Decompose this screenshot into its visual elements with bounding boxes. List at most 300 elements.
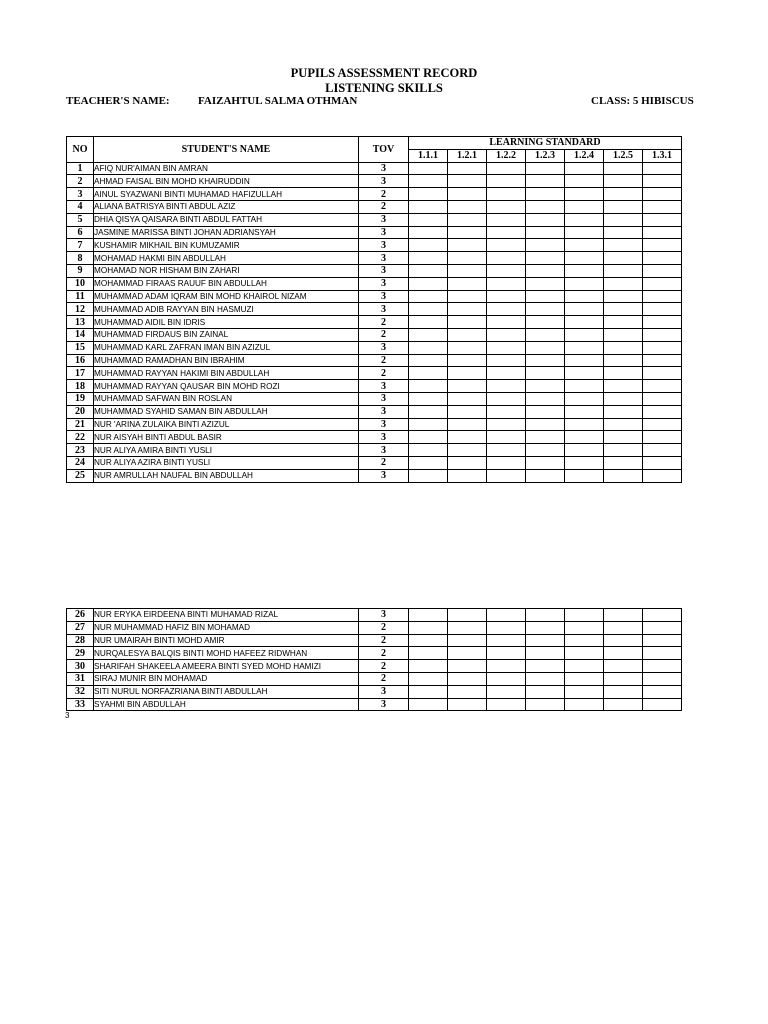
standard-score-cell <box>565 634 604 647</box>
student-name: NUR AMRULLAH NAUFAL BIN ABDULLAH <box>94 469 359 482</box>
student-number: 28 <box>67 634 94 647</box>
standard-score-cell <box>565 456 604 469</box>
student-name: SHARIFAH SHAKEELA AMEERA BINTI SYED MOHD HAMIZI <box>94 660 359 673</box>
standard-score-cell <box>565 328 604 341</box>
standard-score-cell <box>604 672 643 685</box>
student-number: 24 <box>67 456 94 469</box>
standard-score-cell <box>526 239 565 252</box>
standard-score-cell <box>643 660 682 673</box>
standard-score-cell <box>487 341 526 354</box>
student-number: 16 <box>67 354 94 367</box>
standard-score-cell <box>448 647 487 660</box>
student-number: 33 <box>67 698 94 711</box>
standard-score-cell <box>409 277 448 290</box>
standard-score-cell <box>604 316 643 329</box>
standard-score-cell <box>565 277 604 290</box>
student-number: 19 <box>67 392 94 405</box>
student-tov: 3 <box>359 418 409 431</box>
table-row <box>67 621 682 634</box>
standard-score-cell <box>448 392 487 405</box>
student-number: 21 <box>67 418 94 431</box>
student-name: MUHAMMAD SYAHID SAMAN BIN ABDULLAH <box>94 405 359 418</box>
standard-score-cell <box>565 213 604 226</box>
student-tov: 3 <box>359 698 409 711</box>
standard-score-cell <box>643 316 682 329</box>
student-name: MUHAMMAD FIRDAUS BIN ZAINAL <box>94 328 359 341</box>
standard-code: 1.2.3 <box>526 149 565 162</box>
standard-score-cell <box>526 431 565 444</box>
standard-score-cell <box>526 647 565 660</box>
student-tov: 2 <box>359 621 409 634</box>
standard-score-cell <box>526 188 565 201</box>
table-row <box>67 672 682 685</box>
standard-score-cell <box>409 431 448 444</box>
standard-score-cell <box>448 277 487 290</box>
standard-score-cell <box>448 634 487 647</box>
student-tov: 3 <box>359 226 409 239</box>
standard-score-cell <box>643 367 682 380</box>
standard-score-cell <box>487 609 526 622</box>
standard-score-cell <box>448 418 487 431</box>
standard-score-cell <box>526 226 565 239</box>
standard-score-cell <box>526 392 565 405</box>
standard-score-cell <box>487 672 526 685</box>
standard-score-cell <box>487 392 526 405</box>
standard-score-cell <box>604 341 643 354</box>
student-tov: 3 <box>359 444 409 457</box>
student-number: 7 <box>67 239 94 252</box>
standard-score-cell <box>643 303 682 316</box>
student-name: KUSHAMIR MIKHAIL BIN KUMUZAMIR <box>94 239 359 252</box>
standard-score-cell <box>448 290 487 303</box>
standard-score-cell <box>604 213 643 226</box>
student-name: MOHAMMAD FIRAAS RAUUF BIN ABDULLAH <box>94 277 359 290</box>
standard-score-cell <box>448 226 487 239</box>
standard-score-cell <box>409 213 448 226</box>
standard-score-cell <box>643 226 682 239</box>
standard-score-cell <box>526 660 565 673</box>
standard-score-cell <box>448 239 487 252</box>
standard-score-cell <box>409 290 448 303</box>
student-name: MUHAMMAD ADIB RAYYAN BIN HASMUZI <box>94 303 359 316</box>
student-name: AFIQ NUR'AIMAN BIN AMRAN <box>94 162 359 175</box>
standard-score-cell <box>409 303 448 316</box>
student-number: 5 <box>67 213 94 226</box>
standard-score-cell <box>565 380 604 393</box>
student-name: NUR ALIYA AMIRA BINTI YUSLI <box>94 444 359 457</box>
standard-score-cell <box>565 316 604 329</box>
table-row <box>67 252 682 265</box>
student-number: 2 <box>67 175 94 188</box>
standard-score-cell <box>409 405 448 418</box>
standard-score-cell <box>448 685 487 698</box>
standard-score-cell <box>604 239 643 252</box>
student-number: 12 <box>67 303 94 316</box>
standard-score-cell <box>643 609 682 622</box>
standard-score-cell <box>643 621 682 634</box>
standard-score-cell <box>604 405 643 418</box>
standard-score-cell <box>643 672 682 685</box>
standard-score-cell <box>643 341 682 354</box>
standard-score-cell <box>409 609 448 622</box>
student-number: 6 <box>67 226 94 239</box>
standard-score-cell <box>643 469 682 482</box>
standard-score-cell <box>448 354 487 367</box>
standard-score-cell <box>604 277 643 290</box>
standard-code: 1.3.1 <box>643 149 682 162</box>
student-tov: 3 <box>359 162 409 175</box>
standard-score-cell <box>643 188 682 201</box>
student-number: 31 <box>67 672 94 685</box>
student-number: 27 <box>67 621 94 634</box>
table-row <box>67 264 682 277</box>
student-tov: 2 <box>359 672 409 685</box>
standard-score-cell <box>643 444 682 457</box>
student-tov: 2 <box>359 188 409 201</box>
column-header-no: NO <box>67 137 94 163</box>
standard-score-cell <box>604 354 643 367</box>
student-name: MUHAMMAD AIDIL BIN IDRIS <box>94 316 359 329</box>
standard-score-cell <box>448 188 487 201</box>
table-row <box>67 660 682 673</box>
standard-score-cell <box>409 469 448 482</box>
student-name: MUHAMMAD ADAM IQRAM BIN MOHD KHAIROL NIZAM <box>94 290 359 303</box>
footnote: 3 <box>65 711 70 720</box>
standard-score-cell <box>409 328 448 341</box>
standard-score-cell <box>526 341 565 354</box>
standard-score-cell <box>643 634 682 647</box>
student-tov: 3 <box>359 341 409 354</box>
standard-score-cell <box>409 392 448 405</box>
standard-score-cell <box>526 456 565 469</box>
standard-score-cell <box>643 354 682 367</box>
student-number: 23 <box>67 444 94 457</box>
standard-score-cell <box>526 672 565 685</box>
standard-score-cell <box>604 303 643 316</box>
standard-score-cell <box>604 469 643 482</box>
standard-score-cell <box>565 660 604 673</box>
standard-score-cell <box>409 175 448 188</box>
standard-score-cell <box>565 226 604 239</box>
student-number: 18 <box>67 380 94 393</box>
standard-score-cell <box>487 328 526 341</box>
standard-score-cell <box>643 200 682 213</box>
standard-score-cell <box>604 431 643 444</box>
standard-score-cell <box>604 328 643 341</box>
student-number: 30 <box>67 660 94 673</box>
standard-score-cell <box>604 609 643 622</box>
standard-score-cell <box>643 405 682 418</box>
student-name: MUHAMMAD RAMADHAN BIN IBRAHIM <box>94 354 359 367</box>
standard-score-cell <box>448 367 487 380</box>
standard-score-cell <box>409 200 448 213</box>
table-row <box>67 277 682 290</box>
student-name: MUHAMMAD KARL ZAFRAN IMAN BIN AZIZUL <box>94 341 359 354</box>
student-name: AINUL SYAZWANI BINTI MUHAMAD HAFIZULLAH <box>94 188 359 201</box>
standard-score-cell <box>487 200 526 213</box>
standard-score-cell <box>643 252 682 265</box>
student-name: AHMAD FAISAL BIN MOHD KHAIRUDDIN <box>94 175 359 188</box>
standard-score-cell <box>448 698 487 711</box>
table-row <box>67 354 682 367</box>
standard-score-cell <box>643 392 682 405</box>
standard-score-cell <box>604 162 643 175</box>
student-name: NUR UMAIRAH BINTI MOHD AMIR <box>94 634 359 647</box>
student-tov: 2 <box>359 660 409 673</box>
student-name: MUHAMMAD RAYYAN HAKIMI BIN ABDULLAH <box>94 367 359 380</box>
student-number: 4 <box>67 200 94 213</box>
student-name: MUHAMMAD RAYYAN QAUSAR BIN MOHD ROZI <box>94 380 359 393</box>
standard-score-cell <box>565 162 604 175</box>
table-row <box>67 175 682 188</box>
standard-score-cell <box>409 264 448 277</box>
standard-score-cell <box>526 213 565 226</box>
student-name: SYAHMI BIN ABDULLAH <box>94 698 359 711</box>
standard-score-cell <box>604 175 643 188</box>
standard-score-cell <box>448 328 487 341</box>
standard-score-cell <box>526 252 565 265</box>
standard-score-cell <box>604 685 643 698</box>
standard-score-cell <box>643 213 682 226</box>
record-title: PUPILS ASSESSMENT RECORD <box>290 66 478 80</box>
standard-score-cell <box>409 226 448 239</box>
student-name: MOHAMAD HAKMI BIN ABDULLAH <box>94 252 359 265</box>
standard-score-cell <box>565 698 604 711</box>
student-name: NUR ERYKA EIRDEENA BINTI MUHAMAD RIZAL <box>94 609 359 622</box>
table-row <box>67 367 682 380</box>
table-row <box>67 226 682 239</box>
student-name: NUR ALIYA AZIRA BINTI YUSLI <box>94 456 359 469</box>
standard-score-cell <box>448 175 487 188</box>
standard-score-cell <box>526 418 565 431</box>
standard-score-cell <box>409 418 448 431</box>
standard-score-cell <box>526 444 565 457</box>
standard-score-cell <box>643 431 682 444</box>
standard-score-cell <box>565 444 604 457</box>
standard-score-cell <box>448 672 487 685</box>
standard-score-cell <box>604 380 643 393</box>
column-header-student-name: STUDENT'S NAME <box>94 137 359 163</box>
standard-score-cell <box>487 660 526 673</box>
record-subtitle: LISTENING SKILLS <box>325 81 443 95</box>
student-tov: 2 <box>359 456 409 469</box>
standard-score-cell <box>487 469 526 482</box>
table-row <box>67 239 682 252</box>
standard-score-cell <box>448 162 487 175</box>
standard-code: 1.2.5 <box>604 149 643 162</box>
standard-score-cell <box>565 431 604 444</box>
student-tov: 3 <box>359 264 409 277</box>
standard-score-cell <box>526 698 565 711</box>
student-tov: 3 <box>359 380 409 393</box>
table-row <box>67 405 682 418</box>
standard-score-cell <box>448 444 487 457</box>
standard-score-cell <box>487 405 526 418</box>
standard-score-cell <box>526 264 565 277</box>
standard-score-cell <box>448 431 487 444</box>
standard-score-cell <box>526 354 565 367</box>
standard-score-cell <box>643 698 682 711</box>
standard-score-cell <box>643 647 682 660</box>
standard-score-cell <box>409 444 448 457</box>
student-name: SITI NURUL NORFAZRIANA BINTI ABDULLAH <box>94 685 359 698</box>
standard-score-cell <box>604 392 643 405</box>
standard-score-cell <box>643 328 682 341</box>
student-number: 17 <box>67 367 94 380</box>
student-name: MOHAMAD NOR HISHAM BIN ZAHARI <box>94 264 359 277</box>
table-row <box>67 392 682 405</box>
student-name: SIRAJ MUNIR BIN MOHAMAD <box>94 672 359 685</box>
standard-score-cell <box>604 660 643 673</box>
standard-score-cell <box>487 418 526 431</box>
student-number: 32 <box>67 685 94 698</box>
standard-score-cell <box>565 341 604 354</box>
standard-score-cell <box>565 469 604 482</box>
student-name: NUR 'ARINA ZULAIKA BINTI AZIZUL <box>94 418 359 431</box>
table-row <box>67 647 682 660</box>
standard-score-cell <box>604 252 643 265</box>
standard-score-cell <box>409 239 448 252</box>
table-row <box>67 328 682 341</box>
standard-score-cell <box>409 698 448 711</box>
table-row <box>67 213 682 226</box>
student-name: MUHAMMAD SAFWAN BIN ROSLAN <box>94 392 359 405</box>
table-body <box>67 609 682 711</box>
table-row <box>67 200 682 213</box>
standard-score-cell <box>487 647 526 660</box>
table-row <box>67 685 682 698</box>
student-number: 13 <box>67 316 94 329</box>
column-header-learning-standard: LEARNING STANDARD <box>409 137 682 150</box>
table-row <box>67 469 682 482</box>
standard-score-cell <box>487 367 526 380</box>
table-row <box>67 456 682 469</box>
standard-score-cell <box>604 698 643 711</box>
standard-score-cell <box>643 685 682 698</box>
standard-score-cell <box>409 685 448 698</box>
student-number: 9 <box>67 264 94 277</box>
table-row <box>67 162 682 175</box>
student-tov: 2 <box>359 354 409 367</box>
standard-score-cell <box>565 367 604 380</box>
standard-score-cell <box>487 239 526 252</box>
standard-score-cell <box>487 213 526 226</box>
student-tov: 3 <box>359 252 409 265</box>
standard-score-cell <box>526 380 565 393</box>
standard-score-cell <box>565 290 604 303</box>
standard-score-cell <box>565 672 604 685</box>
table-row <box>67 380 682 393</box>
standard-score-cell <box>565 647 604 660</box>
student-tov: 2 <box>359 647 409 660</box>
student-name: NURQALESYA BALQIS BINTI MOHD HAFEEZ RIDWHAN <box>94 647 359 660</box>
standard-score-cell <box>487 316 526 329</box>
standard-score-cell <box>487 226 526 239</box>
table-row <box>67 431 682 444</box>
student-name: NUR AISYAH BINTI ABDUL BASIR <box>94 431 359 444</box>
standard-score-cell <box>526 367 565 380</box>
standard-score-cell <box>526 405 565 418</box>
standard-score-cell <box>409 367 448 380</box>
standard-score-cell <box>487 431 526 444</box>
student-number: 14 <box>67 328 94 341</box>
standard-score-cell <box>526 162 565 175</box>
standard-score-cell <box>526 175 565 188</box>
standard-score-cell <box>409 380 448 393</box>
standard-score-cell <box>526 303 565 316</box>
standard-score-cell <box>643 162 682 175</box>
standard-score-cell <box>565 264 604 277</box>
standard-score-cell <box>643 290 682 303</box>
standard-score-cell <box>409 456 448 469</box>
student-name: NUR MUHAMMAD HAFIZ BIN MOHAMAD <box>94 621 359 634</box>
assessment-table-part-1 <box>66 136 682 483</box>
standard-score-cell <box>565 200 604 213</box>
standard-score-cell <box>448 621 487 634</box>
table-row <box>67 341 682 354</box>
standard-score-cell <box>526 609 565 622</box>
standard-score-cell <box>604 634 643 647</box>
student-number: 25 <box>67 469 94 482</box>
standard-score-cell <box>604 200 643 213</box>
standard-score-cell <box>409 354 448 367</box>
student-tov: 3 <box>359 469 409 482</box>
table-row <box>67 316 682 329</box>
standard-score-cell <box>565 392 604 405</box>
standard-score-cell <box>565 175 604 188</box>
student-name: JASMINE MARISSA BINTI JOHAN ADRIANSYAH <box>94 226 359 239</box>
student-number: 1 <box>67 162 94 175</box>
standard-score-cell <box>526 634 565 647</box>
standard-score-cell <box>643 264 682 277</box>
class-label: CLASS: 5 HIBISCUS <box>591 95 694 107</box>
standard-score-cell <box>604 226 643 239</box>
table-row <box>67 188 682 201</box>
standard-score-cell <box>487 264 526 277</box>
standard-score-cell <box>643 175 682 188</box>
table-body <box>67 162 682 482</box>
standard-score-cell <box>565 188 604 201</box>
standard-score-cell <box>526 469 565 482</box>
standard-score-cell <box>448 303 487 316</box>
standard-score-cell <box>409 316 448 329</box>
standard-score-cell <box>448 341 487 354</box>
standard-score-cell <box>448 264 487 277</box>
table-row <box>67 444 682 457</box>
standard-score-cell <box>487 685 526 698</box>
standard-score-cell <box>487 456 526 469</box>
table-row <box>67 290 682 303</box>
student-tov: 3 <box>359 175 409 188</box>
standard-score-cell <box>526 200 565 213</box>
standard-score-cell <box>487 252 526 265</box>
standard-score-cell <box>487 277 526 290</box>
student-tov: 2 <box>359 316 409 329</box>
standard-score-cell <box>565 685 604 698</box>
student-number: 22 <box>67 431 94 444</box>
student-tov: 3 <box>359 405 409 418</box>
standard-code: 1.1.1 <box>409 149 448 162</box>
standard-score-cell <box>448 456 487 469</box>
student-tov: 3 <box>359 303 409 316</box>
student-tov: 3 <box>359 239 409 252</box>
student-number: 20 <box>67 405 94 418</box>
standard-score-cell <box>487 303 526 316</box>
standard-score-cell <box>643 380 682 393</box>
standard-score-cell <box>643 277 682 290</box>
student-tov: 3 <box>359 290 409 303</box>
student-number: 3 <box>67 188 94 201</box>
